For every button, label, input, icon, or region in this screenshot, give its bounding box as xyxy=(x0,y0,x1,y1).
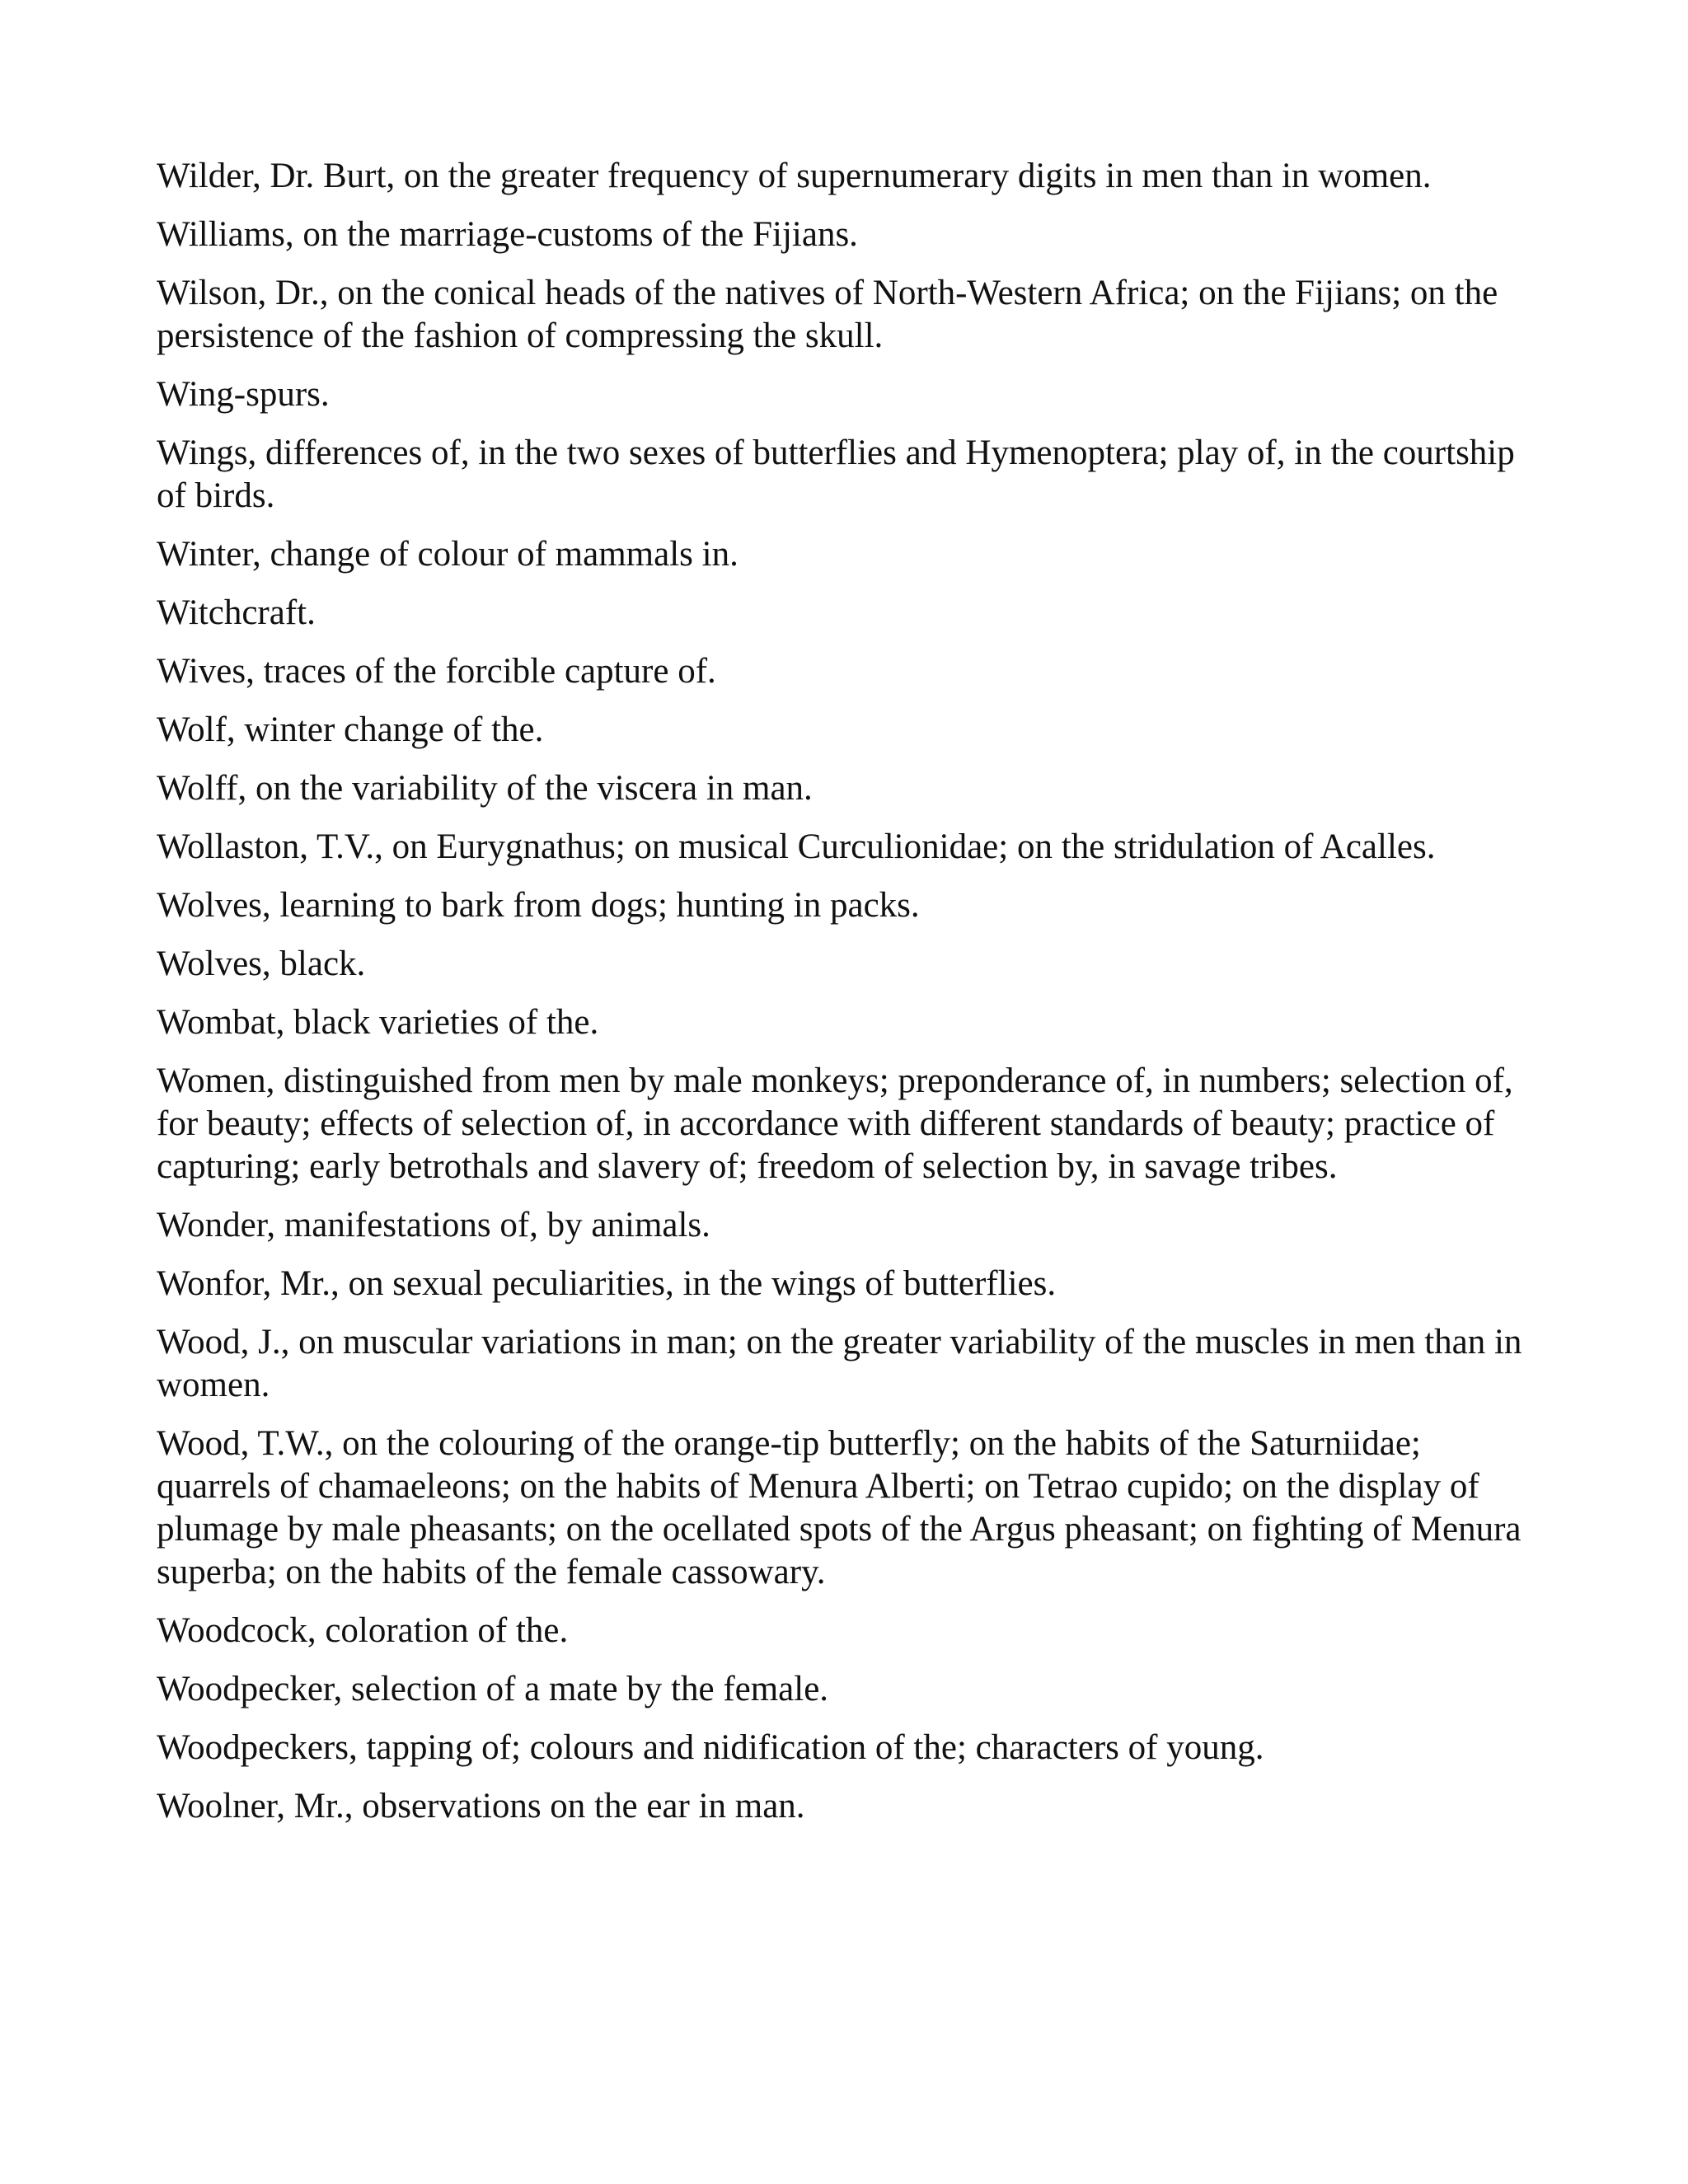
index-entry: Wings, differences of, in the two sexes of butterflies and Hymenoptera; play of, in the courtship of birds. xyxy=(157,434,1515,515)
index-entry: Wood, J., on muscular variations in man; on the greater variability of the muscles in men than in women. xyxy=(157,1323,1522,1404)
index-entry: Woodpeckers, tapping of; colours and nidification of the; characters of young. xyxy=(157,1728,1264,1767)
index-entry: Woodcock, coloration of the. xyxy=(157,1611,569,1650)
index-entry: Wombat, black varieties of the. xyxy=(157,1003,599,1042)
index-entry: Wolves, learning to bark from dogs; hunting in packs. xyxy=(157,886,920,925)
index-entry: Wives, traces of the forcible capture of. xyxy=(157,652,716,691)
index-entry: Wilder, Dr. Burt, on the greater frequency of supernumerary digits in men than in women. xyxy=(157,157,1432,195)
index-entry: Wolf, winter change of the. xyxy=(157,710,544,749)
index-entry: Wonder, manifestations of, by animals. xyxy=(157,1206,710,1244)
index-entry: Williams, on the marriage-customs of the Fijians. xyxy=(157,215,858,254)
index-entry: Woodpecker, selection of a mate by the female. xyxy=(157,1670,829,1708)
index-entry: Winter, change of colour of mammals in. xyxy=(157,535,738,574)
index-list xyxy=(157,155,1541,1844)
index-entry: Women, distinguished from men by male monkeys; preponderance of, in numbers; selection of, for beauty; effects of selection of, in accordance with different standards of beauty; practice of capturing; early betrothals and slavery of; freedom of selection by, in savage tribes. xyxy=(157,1062,1513,1186)
index-entry: Wonfor, Mr., on sexual peculiarities, in the wings of butterflies. xyxy=(157,1264,1057,1303)
index-entry: Wolves, black. xyxy=(157,944,366,983)
index-entry: Wollaston, T.V., on Eurygnathus; on musical Curculionidae; on the stridulation of Acalles. xyxy=(157,827,1436,866)
index-entry: Woolner, Mr., observations on the ear in man. xyxy=(157,1787,805,1825)
index-entry: Wood, T.W., on the colouring of the orange-tip butterfly; on the habits of the Saturniidae; quarrels of chamaeleons; on the habits of Menura Alberti; on Tetrao cupido; on the display of plumage by male pheasants; on the ocellated spots of the Argus pheasant; on fighting of Menura superba; on the habits of the female cassowary. xyxy=(157,1424,1522,1591)
index-entry: Wing-spurs. xyxy=(157,375,330,414)
index-entry: Wolff, on the variability of the viscera in man. xyxy=(157,769,813,808)
index-entry: Witchcraft. xyxy=(157,593,316,632)
index-entry: Wilson, Dr., on the conical heads of the natives of North-Western Africa; on the Fijians; on the persistence of the fashion of compressing the skull. xyxy=(157,274,1498,355)
